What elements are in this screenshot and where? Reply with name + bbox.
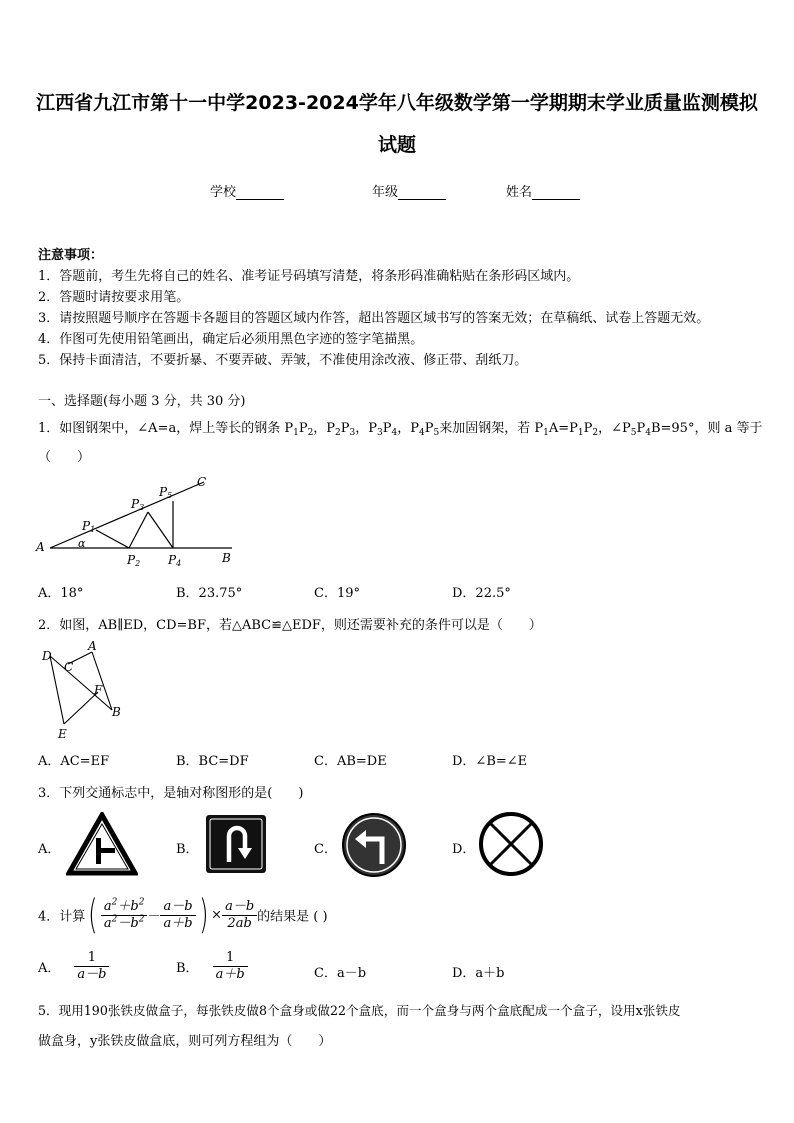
figure-label: P4: [168, 553, 182, 568]
q3-option-a[interactable]: A．: [38, 842, 61, 857]
question-1-text: 1．如图钢架中，∠A=a，焊上等长的钢条 $P_1P_2$，$P_2P_3$，$P_3P_4$，$P_4P_5$来加固钢架，若 $P_1A=P_1P_2$，$\angle P_5P_4B=95^\circ$，则 a 等于: [38, 421, 763, 438]
q4-option-a[interactable]: A． $\frac{1}{a-b}$: [38, 950, 109, 983]
q2-option-a[interactable]: A．AC=EF: [38, 754, 110, 769]
q1-option-b[interactable]: B．23.75°: [176, 586, 243, 601]
figure-label: C: [64, 660, 74, 674]
q4-option-b[interactable]: B． $\frac{1}{a+b}$: [176, 950, 248, 983]
q4-option-d[interactable]: D．a＋b: [452, 966, 505, 981]
note-item: 5．保持卡面清洁，不要折暴、不要弄破、弄皱，不准使用涂改液、修正带、刮纸刀。: [38, 353, 528, 368]
q3-option-b[interactable]: B．: [176, 842, 199, 857]
figure-label: D: [42, 649, 52, 663]
q2-option-d[interactable]: D．∠B=∠E: [452, 754, 528, 769]
note-item: 4．作图可先使用铅笔画出，确定后必须用黑色字迹的签字笔描黑。: [38, 332, 424, 347]
figure-label: C: [197, 475, 207, 489]
figure-label: P5: [159, 485, 173, 500]
question-3-text: 3．下列交通标志中，是轴对称图形的是( ): [38, 786, 304, 801]
turn-left-sign-icon: [340, 812, 408, 878]
question-1-paren: （ ）: [38, 450, 91, 465]
q2-option-b[interactable]: B．BC=DF: [176, 754, 249, 769]
figure-label: B: [222, 551, 231, 565]
figure-label: E: [58, 727, 67, 741]
question-2-text: 2．如图，AB∥ED，CD=BF，若△ABC≌△EDF，则还需要补充的条件可以是（ ）: [38, 618, 542, 633]
u-turn-sign-icon: [205, 814, 267, 874]
q2-option-c[interactable]: C．AB=DE: [314, 754, 387, 769]
notes-heading: 注意事项：: [38, 248, 104, 263]
question-4-text: 4．计算( $\frac{a^2+b^2}{a^2-b^2}$ － $\frac{a-b}{a+b}$ ) × $\frac{a-b}{2ab}$ 的结果是 ( ): [38, 892, 328, 938]
q4-option-c[interactable]: C．a－b: [314, 966, 367, 981]
q1-option-c[interactable]: C．19°: [314, 586, 360, 601]
exam-title-line2: 试题: [377, 134, 416, 156]
grade-field[interactable]: 年级: [372, 181, 446, 200]
name-field[interactable]: 姓名: [506, 181, 580, 200]
figure-label: B: [112, 705, 121, 719]
note-item: 3．请按照题号顺序在答题卡各题目的答题区域内作答，超出答题区域书写的答案无效；在草稿纸、试卷上答题无效。: [38, 311, 710, 326]
q1-option-a[interactable]: A．18°: [38, 586, 84, 601]
figure-label: F: [94, 683, 103, 697]
q3-option-c[interactable]: C．: [314, 842, 337, 857]
figure-label: α: [78, 537, 86, 550]
section-heading: 一、选择题(每小题 3 分，共 30 分): [38, 394, 246, 409]
note-item: 2．答题时请按要求用笔。: [38, 290, 190, 305]
figure-label: A: [88, 639, 97, 653]
note-item: 1．答题前，考生先将自己的姓名、准考证号码填写清楚，将条形码准确粘贴在条形码区域内。: [38, 269, 580, 284]
figure-label: P1: [82, 519, 96, 534]
figure-label: A: [36, 540, 45, 554]
figure-label: P2: [127, 553, 141, 568]
question-5-text-line1: 5．现用190张铁皮做盒子，每张铁皮做8个盒身或做22个盒底，而一个盒身与两个盒底配成一个盒子，设用x张铁皮: [38, 1003, 681, 1018]
q3-option-d[interactable]: D．: [452, 842, 476, 857]
exam-title-line1: 江西省九江市第十一中学2023-2024学年八年级数学第一学期期末学业质量监测模拟: [36, 92, 758, 114]
question-1-figure: [34, 470, 244, 570]
t-junction-sign-icon: [66, 812, 138, 876]
q1-option-d[interactable]: D．22.5°: [452, 586, 511, 601]
question-2-figure: [36, 638, 136, 742]
figure-label: P3: [131, 497, 145, 512]
no-entry-cross-sign-icon: [476, 810, 546, 878]
school-field[interactable]: 学校: [210, 181, 284, 200]
question-5-text-line2: 做盒身，y张铁皮做盒底，则可列方程组为（ ）: [38, 1034, 332, 1049]
